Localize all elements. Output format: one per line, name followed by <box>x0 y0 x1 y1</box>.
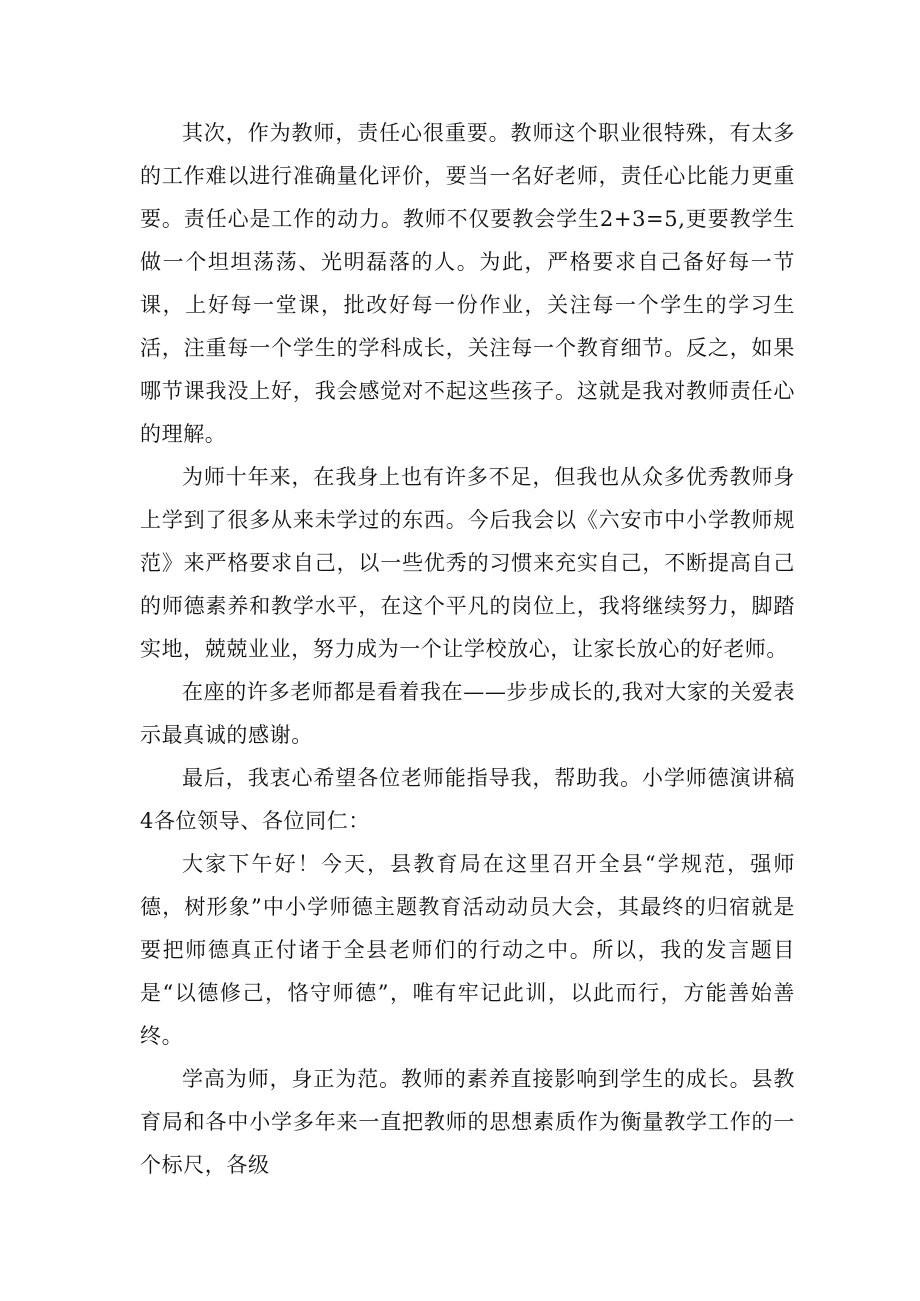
paragraph-greeting: 大家下午好！今天，县教育局在这里召开全县“学规范，强师德，树形象”中小学师德主题教育活动动员大会，其最终的归宿就是要把师德真正付诸于全县老师们的行动之中。所以，我的发言题目是“以德修己，恪守师德”，唯有牢记此训，以此而行，方能善始善终。 <box>140 852 795 1048</box>
paragraph-responsibility: 其次，作为教师，责任心很重要。教师这个职业很特殊，有太多的工作难以进行准确量化评价，要当一名好老师，责任心比能力更重要。责任心是工作的动力。教师不仅要教会学生2+3=5,更要教学生做一个坦坦荡荡、光明磊落的人。为此，严格要求自己备好每一节课，上好每一堂课，批改好每一份作业，关注每一个学生的学习生活，注重每一个学生的学科成长，关注每一个教育细节。反之，如果哪节课我没上好，我会感觉对不起这些孩子。这就是我对教师责任心的理解。 <box>140 121 795 446</box>
paragraph-role-model: 学高为师，身正为范。教师的素养直接影响到学生的成长。县教育局和各中小学多年来一直把教师的思想素质作为衡量教学工作的一个标尺，各级 <box>140 1067 795 1177</box>
paragraph-closing: 最后，我衷心希望各位老师能指导我，帮助我。小学师德演讲稿4各位领导、各位同仁： <box>140 766 795 833</box>
paragraph-thanks: 在座的许多老师都是看着我在——步步成长的,我对大家的关爱表示最真诚的感谢。 <box>140 680 795 747</box>
document-body <box>140 112 795 1187</box>
paragraph-ten-years: 为师十年来，在我身上也有许多不足，但我也从众多优秀教师身上学到了很多从来未学过的东西。今后我会以《六安市中小学教师规范》来严格要求自己，以一些优秀的习惯来充实自己，不断提高自己的师德素养和教学水平，在这个平凡的岗位上，我将继续努力，脚踏实地，兢兢业业，努力成为一个让学校放心，让家长放心的好老师。 <box>140 465 795 661</box>
